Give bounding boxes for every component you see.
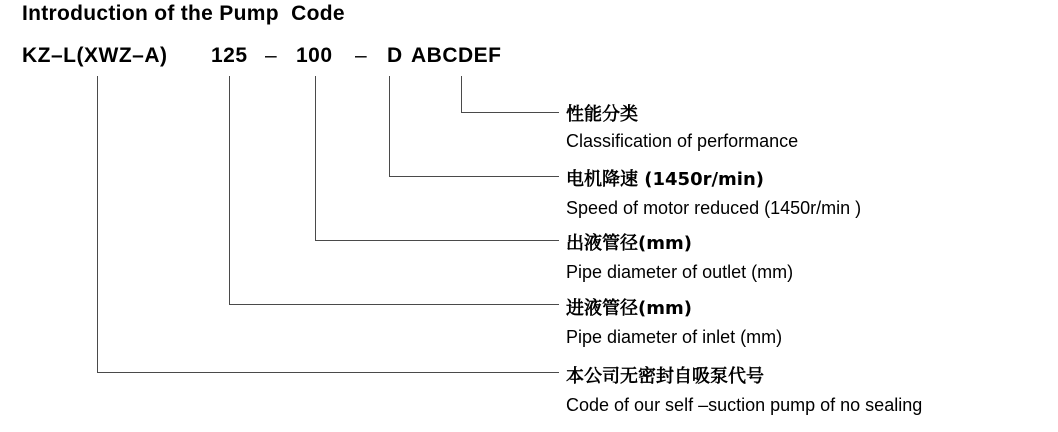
code-segment-motor: D [387,44,403,67]
annotation-cn-motor: 电机降速 (1450r/min) [566,169,765,190]
code-segment-prefix: KZ–L(XWZ–A) [22,44,168,67]
leader-line-prefix-horizontal [97,372,559,373]
leader-line-inlet-horizontal [229,304,559,305]
code-segment-performance: ABCDEF [411,44,502,67]
code-segment-dash-1: – [265,44,278,67]
leader-line-inlet-vertical [229,76,230,304]
annotation-cn-outlet: 出液管径(mm) [566,233,692,254]
annotation-en-performance: Classification of performance [566,131,799,151]
leader-line-prefix-vertical [97,76,98,372]
annotation-en-outlet: Pipe diameter of outlet (mm) [566,262,794,282]
leader-line-motor-vertical [389,76,390,176]
page-title: Introduction of the Pump Code [22,2,345,25]
code-segment-dash-2: – [355,44,368,67]
annotation-cn-inlet: 进液管径(mm) [566,298,692,319]
code-segment-inlet: 125 [211,44,248,67]
annotation-cn-prefix: 本公司无密封自吸泵代号 [566,366,764,387]
code-segment-outlet: 100 [296,44,333,67]
annotation-en-inlet: Pipe diameter of inlet (mm) [566,327,783,347]
leader-line-outlet-horizontal [315,240,559,241]
leader-line-performance-vertical [461,76,462,112]
leader-line-outlet-vertical [315,76,316,240]
leader-line-performance-horizontal [461,112,559,113]
annotation-en-motor: Speed of motor reduced (1450r/min ) [566,198,862,218]
annotation-en-prefix: Code of our self –suction pump of no sealing [566,395,923,415]
annotation-cn-performance: 性能分类 [566,104,638,125]
leader-line-motor-horizontal [389,176,559,177]
